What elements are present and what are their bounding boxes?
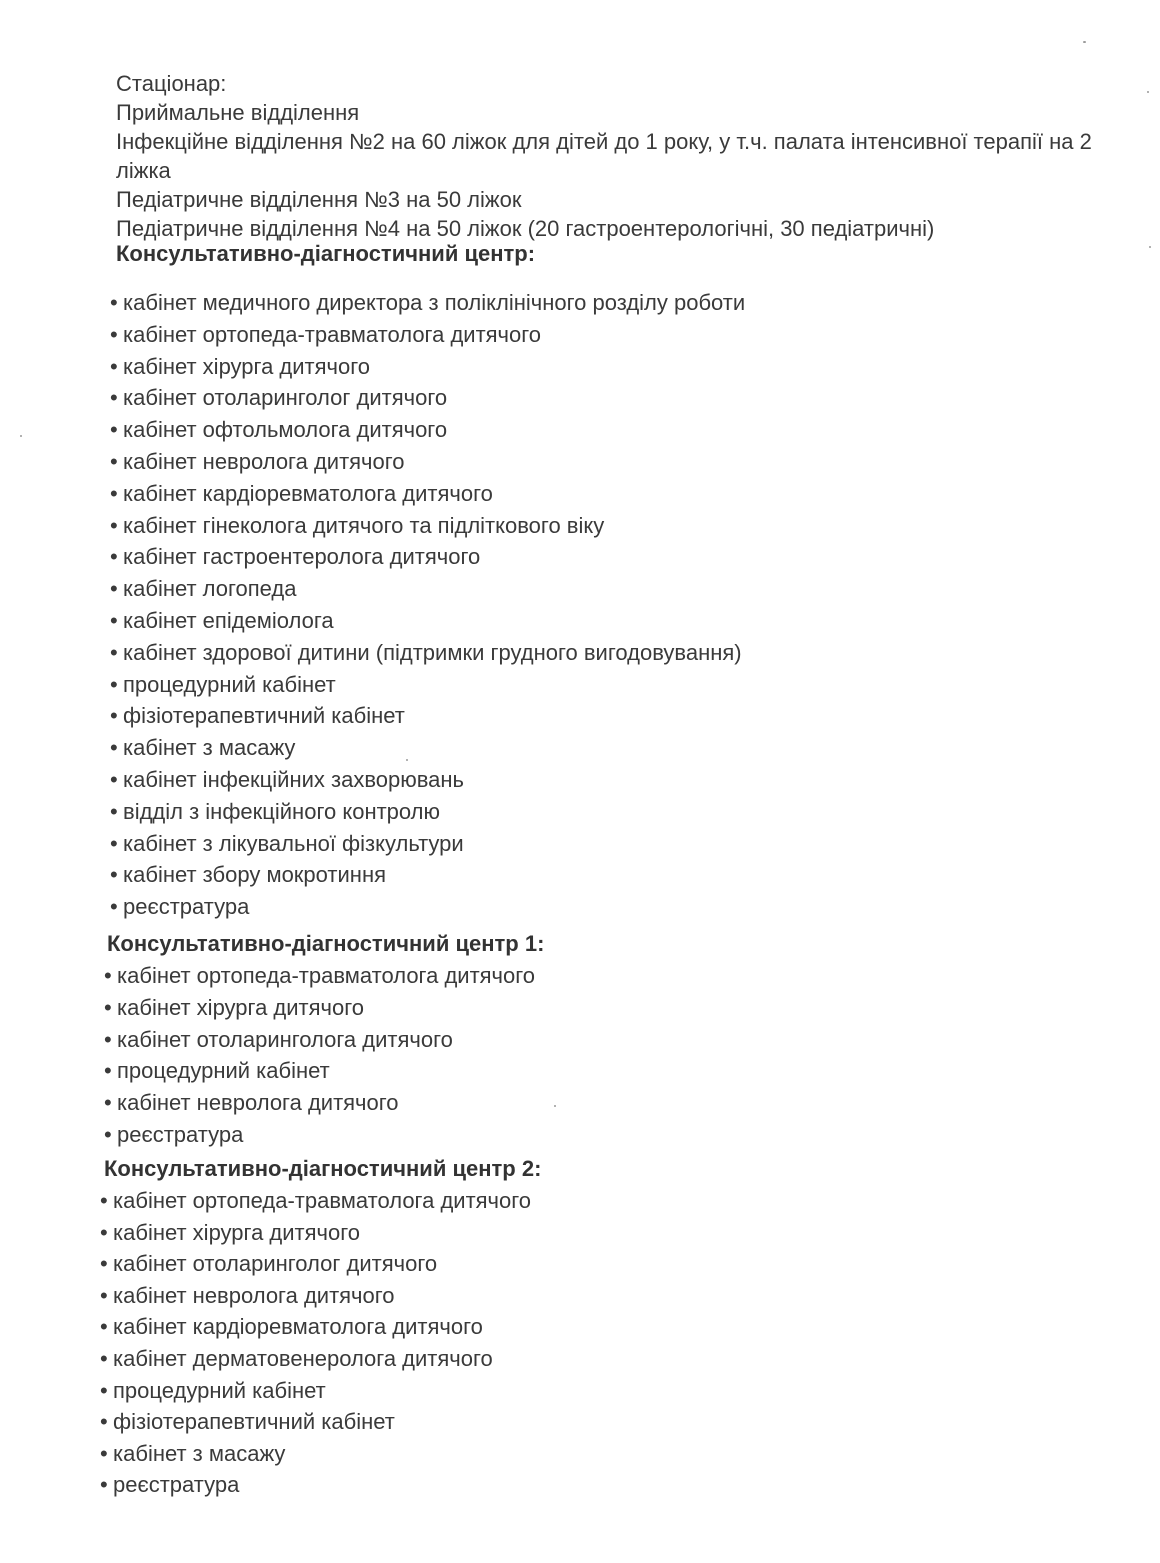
center-main-item-text: кабінет з лікувальної фізкультури xyxy=(123,830,464,856)
center-main-list-item xyxy=(110,287,745,319)
center-1-item-text: реєстратура xyxy=(117,1121,244,1147)
bullet-icon: • xyxy=(110,894,118,920)
center-2-list-item xyxy=(100,1469,531,1501)
center-2-item-text: кабінет отоларинголог дитячого xyxy=(113,1251,438,1277)
bullet-icon: • xyxy=(104,1090,112,1116)
center-main-item-text: відділ з інфекційного контролю xyxy=(123,798,440,824)
center-main-list-item xyxy=(110,637,745,669)
scan-speck xyxy=(406,759,408,761)
center-main-list-item xyxy=(110,700,745,732)
center-2-list xyxy=(100,1185,531,1501)
center-1-item-text: процедурний кабінет xyxy=(117,1058,330,1084)
center-main-list-item xyxy=(110,669,745,701)
inpatient-line-infectious-dept: Інфекційне відділення №2 на 60 ліжок для дітей до 1 року, у т.ч. палата інтенсивної терапії на 2 ліжка xyxy=(116,129,1092,183)
bullet-icon: • xyxy=(110,798,118,824)
bullet-icon: • xyxy=(110,353,118,379)
center-main-list-item xyxy=(110,828,745,860)
center-2-list-item xyxy=(100,1217,531,1249)
bullet-icon: • xyxy=(110,639,118,665)
bullet-icon: • xyxy=(104,1026,112,1052)
center-1-list-item xyxy=(104,960,535,992)
center-2-list-item xyxy=(100,1280,531,1312)
bullet-icon: • xyxy=(110,576,118,602)
center-main-list-item xyxy=(110,351,745,383)
scan-speck xyxy=(1083,41,1086,43)
bullet-icon: • xyxy=(100,1409,108,1435)
center-1-item-text: кабінет хірурга дитячого xyxy=(117,994,365,1020)
center-1-list-item xyxy=(104,1119,535,1151)
center-2-heading: Консультативно-діагностичний центр 2: xyxy=(104,1156,542,1181)
center-main-item-text: кабінет епідеміолога xyxy=(123,607,334,633)
bullet-icon: • xyxy=(100,1219,108,1245)
inpatient-section xyxy=(116,69,1096,243)
center-main-list xyxy=(110,287,745,923)
bullet-icon: • xyxy=(100,1188,108,1213)
center-2-item-text: кабінет хірурга дитячого xyxy=(113,1219,361,1245)
center-main-item-text: кабінет ортопеда-травматолога дитячого xyxy=(123,321,542,347)
center-2-item-text: кабінет ортопеда-травматолога дитячого xyxy=(113,1188,532,1213)
center-main-item-text: кабінет збору мокротиння xyxy=(123,862,387,888)
center-2-list-item xyxy=(100,1438,531,1470)
center-main-heading: Консультативно-діагностичний центр: xyxy=(116,241,536,266)
center-2-item-text: кабінет невролога дитячого xyxy=(113,1282,395,1308)
scan-speck xyxy=(554,1105,556,1107)
center-main-item-text: кабінет гінеколога дитячого та підліткового віку xyxy=(123,512,605,538)
center-main-list-item xyxy=(110,605,745,637)
bullet-icon: • xyxy=(110,671,118,697)
center-main-list-item xyxy=(110,573,745,605)
center-main-list-item xyxy=(110,796,745,828)
bullet-icon: • xyxy=(110,290,118,315)
bullet-icon: • xyxy=(110,862,118,888)
center-main-list-item xyxy=(110,414,745,446)
bullet-icon: • xyxy=(100,1282,108,1308)
center-main-list-item xyxy=(110,732,745,764)
inpatient-heading: Стаціонар: xyxy=(116,71,227,96)
center-1-item-text: кабінет невролога дитячого xyxy=(117,1090,399,1116)
center-2-list-item xyxy=(100,1248,531,1280)
bullet-icon: • xyxy=(100,1345,108,1371)
center-2-item-text: реєстратура xyxy=(113,1472,240,1498)
center-2-list-item xyxy=(100,1375,531,1407)
bullet-icon: • xyxy=(110,480,118,506)
bullet-icon: • xyxy=(100,1377,108,1403)
bullet-icon: • xyxy=(110,830,118,856)
center-2-item-text: кабінет кардіоревматолога дитячого xyxy=(113,1314,483,1340)
bullet-icon: • xyxy=(110,512,118,538)
center-main-item-text: кабінет логопеда xyxy=(123,576,297,602)
center-main-item-text: кабінет хірурга дитячого xyxy=(123,353,371,379)
bullet-icon: • xyxy=(100,1440,108,1466)
bullet-icon: • xyxy=(110,417,118,443)
center-main-item-text: кабінет отоларинголог дитячого xyxy=(123,385,448,411)
inpatient-line-pediatric-3: Педіатричне відділення №3 на 50 ліжок xyxy=(116,187,522,212)
scan-speck xyxy=(1147,91,1149,93)
center-2-list-item xyxy=(100,1185,531,1217)
bullet-icon: • xyxy=(110,735,118,761)
center-main-list-item xyxy=(110,319,745,351)
center-2-item-text: кабінет з масажу xyxy=(113,1440,286,1466)
bullet-icon: • xyxy=(110,321,118,347)
center-main-item-text: кабінет офтольмолога дитячого xyxy=(123,417,448,443)
center-main-list-item xyxy=(110,859,745,891)
center-2-list-item xyxy=(100,1406,531,1438)
bullet-icon: • xyxy=(110,544,118,570)
scan-speck xyxy=(1149,246,1151,248)
center-1-item-text: кабінет отоларинголога дитячого xyxy=(117,1026,453,1052)
center-2-list-item xyxy=(100,1311,531,1343)
bullet-icon: • xyxy=(110,766,118,792)
center-2-item-text: кабінет дерматовенеролога дитячого xyxy=(113,1345,493,1371)
bullet-icon: • xyxy=(110,607,118,633)
center-1-item-text: кабінет ортопеда-травматолога дитячого xyxy=(117,963,536,988)
center-1-heading: Консультативно-діагностичний центр 1: xyxy=(107,931,545,956)
scan-speck xyxy=(20,435,22,437)
center-1-list-item xyxy=(104,1087,535,1119)
center-main-item-text: кабінет медичного директора з поліклінічного розділу роботи xyxy=(123,290,746,315)
center-main-list-item xyxy=(110,382,745,414)
center-1-list xyxy=(104,960,535,1151)
center-main-list-item xyxy=(110,446,745,478)
bullet-icon: • xyxy=(104,1121,112,1147)
center-main-item-text: фізіотерапевтичний кабінет xyxy=(123,703,405,729)
inpatient-line-pediatric-4: Педіатричне відділення №4 на 50 ліжок (20 гастроентерологічні, 30 педіатричні) xyxy=(116,216,935,241)
center-main-list-item xyxy=(110,478,745,510)
center-main-list-item xyxy=(110,764,745,796)
center-main-item-text: реєстратура xyxy=(123,894,250,920)
center-main-item-text: процедурний кабінет xyxy=(123,671,336,697)
bullet-icon: • xyxy=(100,1251,108,1277)
bullet-icon: • xyxy=(110,385,118,411)
center-1-list-item xyxy=(104,1055,535,1087)
center-2-item-text: процедурний кабінет xyxy=(113,1377,326,1403)
center-main-item-text: кабінет невролога дитячого xyxy=(123,448,405,474)
center-main-item-text: кабінет гастроентеролога дитячого xyxy=(123,544,481,570)
center-main-list-item xyxy=(110,891,745,923)
center-main-list-item xyxy=(110,541,745,573)
center-main-item-text: кабінет кардіоревматолога дитячого xyxy=(123,480,493,506)
center-main-item-text: кабінет здорової дитини (підтримки грудного вигодовування) xyxy=(123,639,742,665)
bullet-icon: • xyxy=(110,448,118,474)
center-1-list-item xyxy=(104,1024,535,1056)
center-main-item-text: кабінет з масажу xyxy=(123,735,296,761)
center-main-list-item xyxy=(110,510,745,542)
bullet-icon: • xyxy=(104,963,112,988)
bullet-icon: • xyxy=(104,994,112,1020)
center-2-list-item xyxy=(100,1343,531,1375)
center-2-item-text: фізіотерапевтичний кабінет xyxy=(113,1409,395,1435)
bullet-icon: • xyxy=(110,703,118,729)
center-main-item-text: кабінет інфекційних захворювань xyxy=(123,766,465,792)
center-1-list-item xyxy=(104,992,535,1024)
bullet-icon: • xyxy=(100,1314,108,1340)
inpatient-line-reception: Приймальне відділення xyxy=(116,100,360,125)
bullet-icon: • xyxy=(104,1058,112,1084)
bullet-icon: • xyxy=(100,1472,108,1498)
